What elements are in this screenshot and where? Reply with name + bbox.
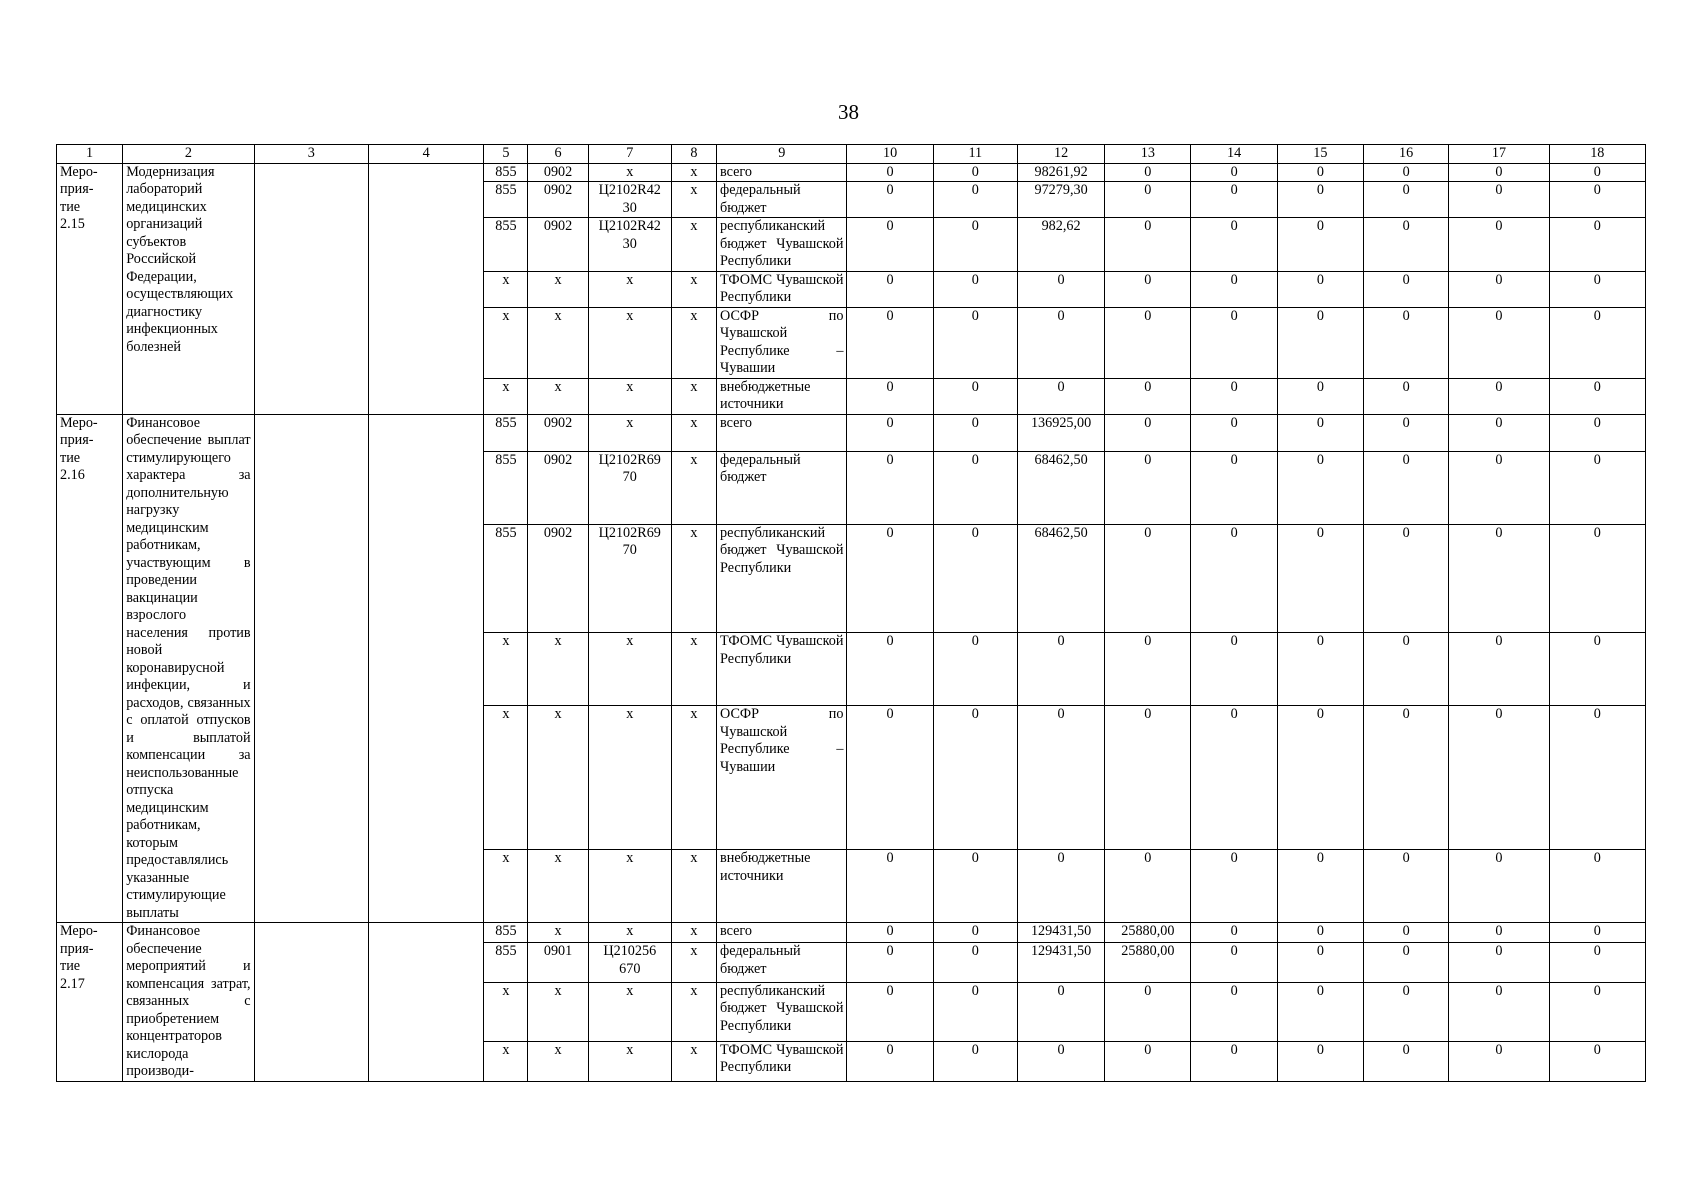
year-amount: 0: [1017, 307, 1104, 378]
year-amount: 0: [1449, 182, 1549, 218]
year-amount: 0: [1017, 271, 1104, 307]
year-amount: 0: [1277, 923, 1363, 943]
year-amount: 0: [1364, 982, 1449, 1041]
measure-number: Меро- прия- тие 2.15: [57, 163, 123, 414]
target-article-code: Ц2102R69 70: [588, 524, 671, 632]
column-number: 11: [933, 145, 1017, 164]
year-amount: 25880,00: [1105, 923, 1191, 943]
grbs-code: х: [484, 271, 528, 307]
year-amount: 0: [1277, 633, 1363, 706]
column-number: 4: [368, 145, 483, 164]
year-amount: 0: [1449, 378, 1549, 414]
year-amount: 0: [933, 414, 1017, 451]
year-amount: 0: [1017, 706, 1104, 850]
year-amount: 0: [1277, 1041, 1363, 1081]
year-amount: 0: [1549, 1041, 1645, 1081]
year-amount: 0: [933, 524, 1017, 632]
year-amount: 0: [1449, 1041, 1549, 1081]
year-amount: 0: [1105, 378, 1191, 414]
column-number: 5: [484, 145, 528, 164]
year-amount: 0: [1277, 414, 1363, 451]
section-code: х: [528, 633, 588, 706]
grbs-code: 855: [484, 451, 528, 524]
column-number: 2: [123, 145, 254, 164]
year-amount: 0: [1105, 524, 1191, 632]
funding-source: ТФОМС Чувашской Республики: [717, 271, 847, 307]
expense-type-code: х: [671, 307, 716, 378]
funding-source: республиканский бюджет Чувашской Республики: [717, 524, 847, 632]
year-amount: 0: [847, 451, 933, 524]
year-amount: 0: [847, 633, 933, 706]
expense-type-code: х: [671, 633, 716, 706]
year-amount: 0: [933, 182, 1017, 218]
year-amount: 68462,50: [1017, 451, 1104, 524]
executor-cell: [254, 923, 368, 1082]
year-amount: 0: [1549, 706, 1645, 850]
column-number: 13: [1105, 145, 1191, 164]
year-amount: 0: [847, 982, 933, 1041]
year-amount: 97279,30: [1017, 182, 1104, 218]
year-amount: 0: [1105, 633, 1191, 706]
year-amount: 0: [1449, 163, 1549, 182]
year-amount: 0: [1364, 923, 1449, 943]
grbs-code: х: [484, 378, 528, 414]
year-amount: 0: [1191, 706, 1277, 850]
year-amount: 0: [1277, 850, 1363, 923]
year-amount: 0: [1549, 982, 1645, 1041]
year-amount: 0: [1449, 524, 1549, 632]
year-amount: 0: [1191, 633, 1277, 706]
year-amount: 0: [847, 378, 933, 414]
year-amount: 25880,00: [1105, 943, 1191, 983]
target-article-code: х: [588, 378, 671, 414]
year-amount: 0: [1277, 524, 1363, 632]
year-amount: 0: [1277, 378, 1363, 414]
year-amount: 0: [1105, 1041, 1191, 1081]
year-amount: 0: [1364, 307, 1449, 378]
year-amount: 0: [1105, 163, 1191, 182]
year-amount: 0: [1549, 633, 1645, 706]
expense-type-code: х: [671, 943, 716, 983]
funding-source: всего: [717, 414, 847, 451]
year-amount: 0: [847, 524, 933, 632]
year-amount: 0: [1549, 218, 1645, 272]
expense-type-code: х: [671, 271, 716, 307]
funding-source: республиканский бюджет Чувашской Республики: [717, 982, 847, 1041]
column-number: 16: [1364, 145, 1449, 164]
target-article-code: Ц2102R69 70: [588, 451, 671, 524]
year-amount: 0: [847, 163, 933, 182]
funding-source: внебюджетные источники: [717, 378, 847, 414]
column-number-row: [57, 145, 1646, 164]
executor-cell: [254, 414, 368, 923]
target-article-code: Ц2102R42 30: [588, 218, 671, 272]
year-amount: 0: [933, 850, 1017, 923]
target-article-code: х: [588, 982, 671, 1041]
year-amount: 0: [933, 923, 1017, 943]
year-amount: 0: [847, 218, 933, 272]
year-amount: 0: [1105, 218, 1191, 272]
section-code: х: [528, 982, 588, 1041]
expense-type-code: х: [671, 163, 716, 182]
year-amount: 0: [847, 307, 933, 378]
funding-source: ОСФР по Чувашской Республике – Чувашии: [717, 706, 847, 850]
participant-cell: [368, 923, 483, 1082]
table-row: [57, 923, 1646, 943]
year-amount: 129431,50: [1017, 943, 1104, 983]
year-amount: 0: [1449, 271, 1549, 307]
column-number: 8: [671, 145, 716, 164]
column-number: 14: [1191, 145, 1277, 164]
year-amount: 0: [1191, 982, 1277, 1041]
section-code: 0902: [528, 451, 588, 524]
target-article-code: х: [588, 1041, 671, 1081]
year-amount: 0: [847, 923, 933, 943]
year-amount: 0: [1364, 524, 1449, 632]
measure-name: Финансовое обеспечение выплат стимулирующего характера за дополнительную нагрузку медицинским работникам, участвующим в проведении вакцинации взрослого населения против новой коронавирусной инфекции, и расходов, связанных с оплатой отпусков и выплатой компенсации за неиспользованные отпуска медицинским работникам, которым предоставлялись указанные стимулирующие выплаты: [123, 414, 254, 923]
year-amount: 0: [1449, 923, 1549, 943]
year-amount: 0: [1364, 271, 1449, 307]
expense-type-code: х: [671, 218, 716, 272]
grbs-code: 855: [484, 943, 528, 983]
year-amount: 0: [933, 307, 1017, 378]
column-number: 7: [588, 145, 671, 164]
expense-type-code: х: [671, 451, 716, 524]
year-amount: 0: [1364, 1041, 1449, 1081]
funding-source: ТФОМС Чувашской Республики: [717, 633, 847, 706]
expense-type-code: х: [671, 923, 716, 943]
year-amount: 0: [1549, 307, 1645, 378]
grbs-code: х: [484, 307, 528, 378]
column-number: 17: [1449, 145, 1549, 164]
year-amount: 136925,00: [1017, 414, 1104, 451]
column-number: 6: [528, 145, 588, 164]
year-amount: 0: [933, 633, 1017, 706]
year-amount: 0: [847, 850, 933, 923]
year-amount: 0: [1364, 706, 1449, 850]
column-number: 1: [57, 145, 123, 164]
year-amount: 0: [1549, 414, 1645, 451]
year-amount: 68462,50: [1017, 524, 1104, 632]
year-amount: 0: [1191, 451, 1277, 524]
participant-cell: [368, 414, 483, 923]
year-amount: 0: [1191, 218, 1277, 272]
target-article-code: Ц210256 670: [588, 943, 671, 983]
year-amount: 129431,50: [1017, 923, 1104, 943]
year-amount: 0: [1191, 163, 1277, 182]
year-amount: 982,62: [1017, 218, 1104, 272]
year-amount: 0: [1105, 850, 1191, 923]
section-code: х: [528, 378, 588, 414]
funding-source: федеральный бюджет: [717, 943, 847, 983]
year-amount: 0: [1017, 378, 1104, 414]
section-code: х: [528, 923, 588, 943]
year-amount: 0: [1449, 982, 1549, 1041]
year-amount: 0: [1017, 982, 1104, 1041]
grbs-code: 855: [484, 524, 528, 632]
grbs-code: х: [484, 982, 528, 1041]
executor-cell: [254, 163, 368, 414]
section-code: х: [528, 271, 588, 307]
year-amount: 0: [1549, 943, 1645, 983]
year-amount: 0: [933, 378, 1017, 414]
year-amount: 0: [1277, 706, 1363, 850]
grbs-code: 855: [484, 163, 528, 182]
year-amount: 0: [1277, 182, 1363, 218]
grbs-code: х: [484, 1041, 528, 1081]
section-code: х: [528, 706, 588, 850]
year-amount: 0: [1105, 307, 1191, 378]
target-article-code: х: [588, 850, 671, 923]
target-article-code: х: [588, 307, 671, 378]
funding-source: федеральный бюджет: [717, 182, 847, 218]
year-amount: 0: [1549, 850, 1645, 923]
measure-name: Финансовое обеспечение мероприятий и компенсация затрат, связанных с приобретением концентраторов кислорода производи-: [123, 923, 254, 1082]
year-amount: 0: [1364, 414, 1449, 451]
target-article-code: х: [588, 923, 671, 943]
year-amount: 0: [1191, 182, 1277, 218]
year-amount: 0: [1105, 706, 1191, 850]
expense-type-code: х: [671, 524, 716, 632]
year-amount: 0: [847, 943, 933, 983]
column-number: 18: [1549, 145, 1645, 164]
year-amount: 0: [933, 943, 1017, 983]
target-article-code: х: [588, 163, 671, 182]
grbs-code: х: [484, 633, 528, 706]
year-amount: 0: [1191, 307, 1277, 378]
funding-source: ОСФР по Чувашской Республике – Чувашии: [717, 307, 847, 378]
year-amount: 0: [1105, 982, 1191, 1041]
year-amount: 0: [1277, 451, 1363, 524]
section-code: х: [528, 307, 588, 378]
grbs-code: 855: [484, 414, 528, 451]
year-amount: 0: [1277, 943, 1363, 983]
year-amount: 0: [1364, 633, 1449, 706]
year-amount: 0: [933, 706, 1017, 850]
measure-name: Модернизация лабораторий медицинских организаций субъектов Российской Федерации, осуществляющих диагностику инфекционных болезней: [123, 163, 254, 414]
expense-type-code: х: [671, 850, 716, 923]
expense-type-code: х: [671, 1041, 716, 1081]
year-amount: 0: [847, 706, 933, 850]
section-code: 0901: [528, 943, 588, 983]
year-amount: 0: [1364, 378, 1449, 414]
year-amount: 0: [1364, 943, 1449, 983]
year-amount: 0: [1191, 923, 1277, 943]
year-amount: 0: [1277, 307, 1363, 378]
column-number: 3: [254, 145, 368, 164]
section-code: 0902: [528, 524, 588, 632]
column-number: 9: [717, 145, 847, 164]
year-amount: 0: [1105, 451, 1191, 524]
expense-type-code: х: [671, 182, 716, 218]
grbs-code: х: [484, 706, 528, 850]
table-row: [57, 163, 1646, 182]
funding-source: всего: [717, 163, 847, 182]
year-amount: 0: [933, 271, 1017, 307]
year-amount: 0: [847, 271, 933, 307]
year-amount: 0: [1449, 633, 1549, 706]
column-number: 15: [1277, 145, 1363, 164]
year-amount: 0: [1017, 1041, 1104, 1081]
year-amount: 0: [1364, 850, 1449, 923]
year-amount: 0: [1449, 706, 1549, 850]
year-amount: 0: [1364, 163, 1449, 182]
column-number: 12: [1017, 145, 1104, 164]
table-row: [57, 414, 1646, 451]
funding-source: внебюджетные источники: [717, 850, 847, 923]
grbs-code: х: [484, 850, 528, 923]
year-amount: 0: [847, 414, 933, 451]
year-amount: 0: [1364, 218, 1449, 272]
year-amount: 0: [847, 1041, 933, 1081]
measure-number: Меро- прия- тие 2.17: [57, 923, 123, 1082]
year-amount: 0: [1549, 271, 1645, 307]
expense-type-code: х: [671, 414, 716, 451]
target-article-code: Ц2102R42 30: [588, 182, 671, 218]
year-amount: 0: [1017, 633, 1104, 706]
year-amount: 0: [1191, 414, 1277, 451]
year-amount: 0: [1191, 271, 1277, 307]
year-amount: 0: [1449, 943, 1549, 983]
year-amount: 0: [1549, 923, 1645, 943]
funding-source: всего: [717, 923, 847, 943]
year-amount: 98261,92: [1017, 163, 1104, 182]
year-amount: 0: [1449, 307, 1549, 378]
year-amount: 0: [1105, 182, 1191, 218]
year-amount: 0: [1549, 451, 1645, 524]
target-article-code: х: [588, 633, 671, 706]
target-article-code: х: [588, 414, 671, 451]
grbs-code: 855: [484, 923, 528, 943]
year-amount: 0: [1277, 982, 1363, 1041]
funding-source: федеральный бюджет: [717, 451, 847, 524]
expense-type-code: х: [671, 706, 716, 850]
expense-type-code: х: [671, 982, 716, 1041]
year-amount: 0: [1364, 451, 1449, 524]
section-code: 0902: [528, 182, 588, 218]
year-amount: 0: [1449, 850, 1549, 923]
expense-type-code: х: [671, 378, 716, 414]
grbs-code: 855: [484, 218, 528, 272]
section-code: 0902: [528, 218, 588, 272]
funding-source: ТФОМС Чувашской Республики: [717, 1041, 847, 1081]
year-amount: 0: [1449, 218, 1549, 272]
section-code: х: [528, 850, 588, 923]
section-code: 0902: [528, 414, 588, 451]
year-amount: 0: [1549, 182, 1645, 218]
year-amount: 0: [1191, 850, 1277, 923]
year-amount: 0: [1277, 163, 1363, 182]
section-code: х: [528, 1041, 588, 1081]
year-amount: 0: [933, 451, 1017, 524]
year-amount: 0: [1449, 414, 1549, 451]
target-article-code: х: [588, 706, 671, 850]
year-amount: 0: [1017, 850, 1104, 923]
year-amount: 0: [1105, 414, 1191, 451]
year-amount: 0: [1277, 271, 1363, 307]
year-amount: 0: [1549, 163, 1645, 182]
year-amount: 0: [933, 218, 1017, 272]
funding-source: республиканский бюджет Чувашской Республики: [717, 218, 847, 272]
target-article-code: х: [588, 271, 671, 307]
year-amount: 0: [1549, 524, 1645, 632]
column-number: 10: [847, 145, 933, 164]
year-amount: 0: [1364, 182, 1449, 218]
grbs-code: 855: [484, 182, 528, 218]
year-amount: 0: [1191, 1041, 1277, 1081]
year-amount: 0: [1191, 943, 1277, 983]
participant-cell: [368, 163, 483, 414]
year-amount: 0: [1277, 218, 1363, 272]
year-amount: 0: [1549, 378, 1645, 414]
year-amount: 0: [933, 982, 1017, 1041]
page-number: 38: [838, 100, 859, 124]
year-amount: 0: [1105, 271, 1191, 307]
budget-table: [56, 144, 1646, 1082]
year-amount: 0: [933, 1041, 1017, 1081]
measure-number: Меро- прия- тие 2.16: [57, 414, 123, 923]
year-amount: 0: [1191, 524, 1277, 632]
year-amount: 0: [933, 163, 1017, 182]
year-amount: 0: [847, 182, 933, 218]
year-amount: 0: [1191, 378, 1277, 414]
section-code: 0902: [528, 163, 588, 182]
year-amount: 0: [1449, 451, 1549, 524]
